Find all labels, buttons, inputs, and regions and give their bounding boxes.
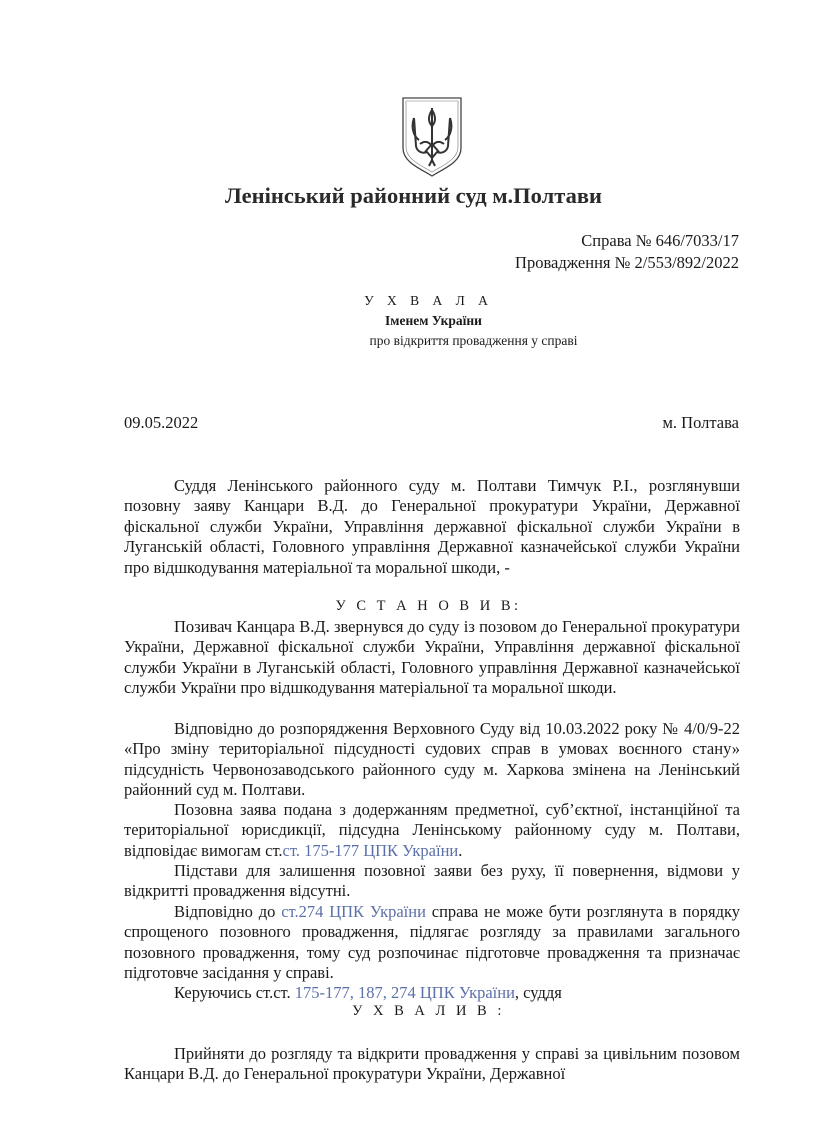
cpc-175-177-link[interactable]: ст. 175-177 ЦПК України [282, 840, 459, 860]
decision-paragraph: Прийняти до розгляду та відкрити провадження у справі за цивільним позовом Канцари В.Д. до Генеральної прокуратури України, Державної [124, 1044, 740, 1084]
proceeding-number: Провадження № 2/553/892/2022 [515, 253, 739, 272]
trident-coat-of-arms-icon [401, 96, 463, 178]
compliance-text: Позовна заява подана з додержанням предметної, суб’єктної, інстанційної та територіальної юрисдикції, підсудна Ленінському районному суду м. Полтави, відповідає вимогам ст. [124, 800, 740, 860]
compliance-paragraph [124, 800, 740, 861]
no-grounds-paragraph: Підстави для залишення позовної заяви без руху, її повернення, відмови у відкритті провадження відсутні. [124, 861, 740, 901]
compliance-end: . [458, 840, 463, 860]
ruling-name: Іменем України [385, 313, 482, 328]
document-city: м. Полтава [662, 413, 739, 432]
procedure-start: Відповідно до [174, 902, 282, 921]
court-name: Ленінський районний суд м.Полтави [225, 183, 602, 208]
jurisdiction-paragraph: Відповідно до розпорядження Верховного Суду від 10.03.2022 року № 4/0/9-22 «Про зміну територіальної підсудності судових справ в умовах воєнного стану» підсудність Червонозаводського районного суду м. Харкова змінена на Ленінський районний суд м. Полтави. [124, 719, 740, 800]
document-date: 09.05.2022 [124, 413, 199, 432]
heading-ruled: У Х В А Л И В : [352, 1003, 505, 1019]
guided-by-start: Керуючись ст.ст. [174, 983, 295, 1002]
claim-paragraph: Позивач Канцара В.Д. звернувся до суду із позовом до Генеральної прокуратури України, Державної фіскальної служби України, Управління державної фіскальної служби України в Луганській області, Головного управління Державної казначейської служби України про відшкодування матеріальної та моральної шкоди. [124, 617, 740, 698]
cpc-274-link[interactable]: ст.274 ЦПК України [281, 902, 426, 921]
guided-by-end: , суддя [514, 983, 562, 1002]
intro-paragraph: Суддя Ленінського районного суду м. Полтави Тимчук Р.І., розглянувши позовну заяву Канцари В.Д. до Генеральної прокуратури України, Державної фіскальної служби України, Управління державної фіскальної служби України в Луганській області, Головного управління Державної казначейської служби України про відшкодування матеріальної та моральної шкоди, - [124, 476, 740, 577]
procedure-paragraph [124, 902, 740, 984]
ruling-title: У Х В А Л А [364, 293, 493, 308]
heading-established: У С Т А Н О В И В: [335, 598, 522, 614]
case-number: Справа № 646/7033/17 [581, 231, 739, 250]
ruling-subject: про відкриття провадження у справі [369, 333, 578, 348]
guided-by-paragraph [124, 983, 740, 1003]
procedure-text: справа не може бути розглянута в порядку спрощеного позовного провадження, підлягає розгляду за правилами загального позовного провадження, тому суд розпочинає підготовче провадження та призначає підготовче засідання у справі. [124, 902, 740, 983]
cpc-articles-link[interactable]: 175-177, 187, 274 ЦПК України [294, 983, 515, 1002]
